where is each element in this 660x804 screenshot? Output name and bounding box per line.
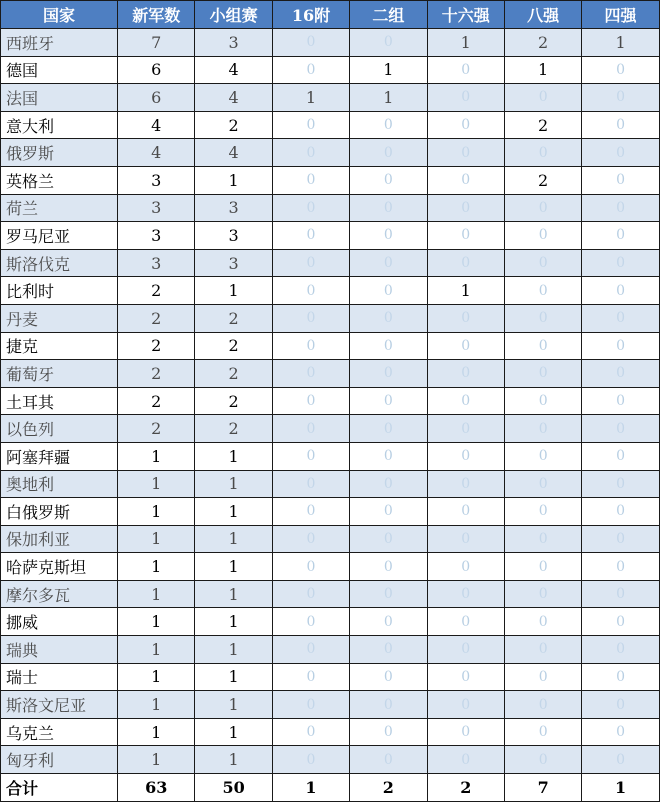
stat-cell: 2 (118, 415, 195, 443)
stat-cell: 0 (350, 332, 427, 360)
stat-cell: 0 (504, 249, 581, 277)
stat-cell: 0 (582, 84, 659, 112)
stat-cell: 1 (427, 277, 504, 305)
col-header-quarterfinal: 八强 (504, 1, 581, 29)
stat-cell: 2 (195, 304, 272, 332)
stat-cell: 1 (582, 29, 659, 57)
stat-cell: 0 (582, 194, 659, 222)
stat-cell: 2 (195, 332, 272, 360)
table-row (1, 277, 660, 305)
table-row (1, 222, 660, 250)
stat-cell: 0 (504, 360, 581, 388)
stat-cell: 1 (118, 608, 195, 636)
stat-cell: 0 (272, 304, 349, 332)
table-row (1, 304, 660, 332)
table-row (1, 580, 660, 608)
country-name: 斯洛伐克 (1, 249, 118, 277)
stat-cell: 2 (504, 29, 581, 57)
stat-cell: 0 (350, 608, 427, 636)
stat-cell: 0 (427, 194, 504, 222)
country-name: 保加利亚 (1, 525, 118, 553)
stat-cell: 1 (118, 663, 195, 691)
stat-cell: 0 (427, 56, 504, 84)
stat-cell: 0 (427, 608, 504, 636)
stat-cell: 2 (195, 387, 272, 415)
country-name: 法国 (1, 84, 118, 112)
stat-cell: 3 (195, 29, 272, 57)
stat-cell: 0 (272, 415, 349, 443)
stat-cell: 1 (350, 56, 427, 84)
table-row (1, 718, 660, 746)
stat-cell: 0 (582, 222, 659, 250)
stat-cell: 0 (350, 470, 427, 498)
stat-cell: 0 (427, 746, 504, 774)
stat-cell: 1 (427, 29, 504, 57)
stat-cell: 0 (427, 222, 504, 250)
stat-cell: 0 (350, 415, 427, 443)
table-row (1, 166, 660, 194)
stat-cell: 0 (504, 84, 581, 112)
stat-cell: 0 (350, 498, 427, 526)
total-cell: 1 (582, 774, 659, 802)
stat-cell: 0 (504, 387, 581, 415)
total-label: 合计 (1, 774, 118, 802)
stat-cell: 6 (118, 56, 195, 84)
country-name: 挪威 (1, 608, 118, 636)
stat-cell: 0 (350, 691, 427, 719)
country-name: 荷兰 (1, 194, 118, 222)
stat-cell: 0 (272, 194, 349, 222)
stat-cell: 0 (427, 498, 504, 526)
stat-cell: 0 (427, 442, 504, 470)
stat-cell: 0 (582, 663, 659, 691)
stat-cell: 0 (582, 277, 659, 305)
stat-cell: 0 (272, 166, 349, 194)
country-name: 白俄罗斯 (1, 498, 118, 526)
col-header-country: 国家 (1, 1, 118, 29)
stat-cell: 0 (350, 29, 427, 57)
country-name: 哈萨克斯坦 (1, 553, 118, 581)
stat-cell: 4 (118, 139, 195, 167)
country-name: 丹麦 (1, 304, 118, 332)
stat-cell: 0 (504, 553, 581, 581)
stat-cell: 1 (195, 636, 272, 664)
stat-cell: 0 (427, 360, 504, 388)
stat-cell: 0 (272, 663, 349, 691)
col-header-round-16-playoff: 16附 (272, 1, 349, 29)
stat-cell: 0 (427, 304, 504, 332)
table-row (1, 415, 660, 443)
total-cell: 2 (350, 774, 427, 802)
stat-cell: 0 (504, 304, 581, 332)
country-name: 罗马尼亚 (1, 222, 118, 250)
country-name: 比利时 (1, 277, 118, 305)
stat-cell: 0 (427, 525, 504, 553)
stat-cell: 0 (582, 580, 659, 608)
country-name: 捷克 (1, 332, 118, 360)
stat-cell: 0 (272, 470, 349, 498)
stat-cell: 7 (118, 29, 195, 57)
stat-cell: 6 (118, 84, 195, 112)
total-row (1, 774, 660, 802)
col-header-group-stage: 小组赛 (195, 1, 272, 29)
col-header-second-group: 二组 (350, 1, 427, 29)
stat-cell: 2 (504, 166, 581, 194)
table-row (1, 332, 660, 360)
stat-cell: 1 (118, 636, 195, 664)
stat-cell: 1 (195, 525, 272, 553)
stat-cell: 0 (504, 663, 581, 691)
stat-cell: 0 (504, 498, 581, 526)
stat-cell: 0 (427, 636, 504, 664)
stat-cell: 2 (118, 387, 195, 415)
stat-cell: 0 (350, 139, 427, 167)
stat-cell: 0 (272, 332, 349, 360)
stat-cell: 1 (195, 746, 272, 774)
stat-cell: 4 (195, 56, 272, 84)
stat-cell: 0 (350, 663, 427, 691)
table-row (1, 691, 660, 719)
stat-cell: 2 (504, 111, 581, 139)
stat-cell: 0 (272, 718, 349, 746)
table-row (1, 84, 660, 112)
stat-cell: 0 (350, 553, 427, 581)
stat-cell: 0 (582, 139, 659, 167)
stat-cell: 0 (272, 498, 349, 526)
stat-cell: 0 (582, 746, 659, 774)
stat-cell: 0 (272, 56, 349, 84)
country-name: 摩尔多瓦 (1, 580, 118, 608)
stat-cell: 2 (118, 277, 195, 305)
stat-cell: 0 (504, 691, 581, 719)
stat-cell: 0 (272, 608, 349, 636)
country-name: 匈牙利 (1, 746, 118, 774)
table-row (1, 249, 660, 277)
stat-cell: 0 (582, 415, 659, 443)
stat-cell: 0 (504, 277, 581, 305)
col-header-round-of-16: 十六强 (427, 1, 504, 29)
country-name: 奥地利 (1, 470, 118, 498)
stat-cell: 1 (118, 718, 195, 746)
table-row (1, 636, 660, 664)
stat-cell: 0 (350, 387, 427, 415)
stat-cell: 0 (504, 746, 581, 774)
stat-cell: 0 (427, 84, 504, 112)
total-cell: 7 (504, 774, 581, 802)
stat-cell: 0 (350, 222, 427, 250)
table-row (1, 442, 660, 470)
total-cell: 2 (427, 774, 504, 802)
stat-cell: 0 (350, 360, 427, 388)
stat-cell: 0 (272, 442, 349, 470)
stat-cell: 3 (118, 249, 195, 277)
stat-cell: 1 (118, 580, 195, 608)
table-row (1, 194, 660, 222)
stat-cell: 3 (118, 222, 195, 250)
stat-cell: 3 (195, 249, 272, 277)
stat-cell: 0 (504, 636, 581, 664)
stat-cell: 0 (504, 525, 581, 553)
stat-cell: 0 (272, 636, 349, 664)
stat-cell: 1 (195, 608, 272, 636)
stat-cell: 1 (195, 663, 272, 691)
stat-cell: 2 (118, 304, 195, 332)
header-row (1, 1, 660, 29)
country-name: 德国 (1, 56, 118, 84)
stat-cell: 1 (118, 498, 195, 526)
stat-cell: 0 (504, 415, 581, 443)
stat-cell: 0 (582, 498, 659, 526)
stat-cell: 2 (195, 360, 272, 388)
table-row (1, 608, 660, 636)
stat-cell: 0 (582, 608, 659, 636)
stat-cell: 0 (350, 525, 427, 553)
stat-cell: 0 (350, 277, 427, 305)
stat-cell: 1 (195, 277, 272, 305)
stat-cell: 0 (272, 746, 349, 774)
stat-cell: 1 (272, 84, 349, 112)
stat-cell: 0 (582, 360, 659, 388)
stat-cell: 2 (118, 332, 195, 360)
total-cell: 1 (272, 774, 349, 802)
country-name: 阿塞拜疆 (1, 442, 118, 470)
stat-cell: 0 (582, 470, 659, 498)
stat-cell: 0 (350, 249, 427, 277)
stat-cell: 0 (582, 636, 659, 664)
stat-cell: 0 (427, 332, 504, 360)
stat-cell: 0 (272, 139, 349, 167)
stat-cell: 0 (350, 718, 427, 746)
stat-cell: 3 (195, 222, 272, 250)
stat-cell: 0 (427, 580, 504, 608)
stat-cell: 0 (272, 222, 349, 250)
stat-cell: 0 (582, 525, 659, 553)
stat-cell: 0 (350, 636, 427, 664)
stat-cell: 4 (118, 111, 195, 139)
stat-cell: 1 (195, 691, 272, 719)
col-header-semifinal: 四强 (582, 1, 659, 29)
stat-cell: 1 (350, 84, 427, 112)
country-name: 英格兰 (1, 166, 118, 194)
country-name: 瑞士 (1, 663, 118, 691)
stat-cell: 2 (195, 111, 272, 139)
stat-cell: 0 (272, 580, 349, 608)
table-row (1, 525, 660, 553)
stat-cell: 0 (350, 304, 427, 332)
stat-cell: 0 (582, 718, 659, 746)
col-header-new-teams: 新军数 (118, 1, 195, 29)
stat-cell: 0 (504, 222, 581, 250)
stat-cell: 1 (195, 553, 272, 581)
stat-cell: 1 (504, 56, 581, 84)
stat-cell: 1 (118, 553, 195, 581)
stat-cell: 0 (582, 56, 659, 84)
country-name: 斯洛文尼亚 (1, 691, 118, 719)
stat-cell: 0 (427, 691, 504, 719)
stat-cell: 0 (350, 580, 427, 608)
table-row (1, 29, 660, 57)
table-row (1, 56, 660, 84)
stat-cell: 0 (272, 553, 349, 581)
stat-cell: 0 (504, 718, 581, 746)
table-row (1, 387, 660, 415)
stat-cell: 1 (195, 580, 272, 608)
table-row (1, 139, 660, 167)
stat-cell: 1 (118, 470, 195, 498)
stat-cell: 0 (350, 194, 427, 222)
stat-cell: 0 (272, 29, 349, 57)
table-row (1, 746, 660, 774)
stat-cell: 0 (504, 442, 581, 470)
stat-cell: 3 (118, 166, 195, 194)
stat-cell: 0 (582, 387, 659, 415)
stat-cell: 1 (195, 470, 272, 498)
stat-cell: 0 (272, 525, 349, 553)
stat-cell: 1 (118, 525, 195, 553)
country-name: 意大利 (1, 111, 118, 139)
stat-cell: 0 (582, 553, 659, 581)
country-name: 土耳其 (1, 387, 118, 415)
stat-cell: 3 (118, 194, 195, 222)
country-name: 俄罗斯 (1, 139, 118, 167)
stat-cell: 0 (582, 166, 659, 194)
country-name: 以色列 (1, 415, 118, 443)
stat-cell: 0 (504, 580, 581, 608)
stat-cell: 0 (350, 746, 427, 774)
stat-cell: 0 (427, 249, 504, 277)
stat-cell: 0 (350, 166, 427, 194)
stat-cell: 2 (118, 360, 195, 388)
country-name: 瑞典 (1, 636, 118, 664)
stat-cell: 0 (582, 249, 659, 277)
stat-cell: 0 (272, 691, 349, 719)
table-row (1, 111, 660, 139)
stat-cell: 0 (272, 249, 349, 277)
stat-cell: 0 (427, 718, 504, 746)
stat-cell: 0 (582, 111, 659, 139)
stat-cell: 0 (427, 470, 504, 498)
stat-cell: 1 (118, 442, 195, 470)
stat-cell: 0 (427, 415, 504, 443)
table-body (1, 29, 660, 774)
stat-cell: 0 (504, 332, 581, 360)
stat-cell: 1 (195, 166, 272, 194)
stat-cell: 2 (195, 415, 272, 443)
stat-cell: 0 (272, 111, 349, 139)
stat-cell: 0 (504, 470, 581, 498)
table-row (1, 663, 660, 691)
stat-cell: 0 (427, 111, 504, 139)
stat-cell: 0 (582, 442, 659, 470)
country-name: 葡萄牙 (1, 360, 118, 388)
stat-cell: 4 (195, 84, 272, 112)
stat-cell: 0 (427, 663, 504, 691)
stat-cell: 0 (272, 360, 349, 388)
stat-cell: 0 (504, 139, 581, 167)
stat-cell: 0 (582, 332, 659, 360)
stat-cell: 0 (272, 387, 349, 415)
stat-cell: 1 (195, 442, 272, 470)
stat-cell: 0 (272, 277, 349, 305)
stat-cell: 0 (427, 387, 504, 415)
table-row (1, 553, 660, 581)
stat-cell: 0 (350, 442, 427, 470)
stat-cell: 0 (504, 608, 581, 636)
stat-cell: 0 (582, 304, 659, 332)
stat-cell: 4 (195, 139, 272, 167)
stat-cell: 0 (350, 111, 427, 139)
stat-cell: 1 (195, 718, 272, 746)
total-cell: 63 (118, 774, 195, 802)
stat-cell: 3 (195, 194, 272, 222)
total-cell: 50 (195, 774, 272, 802)
table-row (1, 470, 660, 498)
stat-cell: 0 (427, 139, 504, 167)
stat-cell: 1 (118, 746, 195, 774)
stat-cell: 1 (195, 498, 272, 526)
country-name: 西班牙 (1, 29, 118, 57)
stat-cell: 0 (427, 166, 504, 194)
country-name: 乌克兰 (1, 718, 118, 746)
stat-cell: 0 (582, 691, 659, 719)
table-row (1, 360, 660, 388)
table-row (1, 498, 660, 526)
stat-cell: 0 (427, 553, 504, 581)
stat-cell: 0 (504, 194, 581, 222)
stat-cell: 1 (118, 691, 195, 719)
